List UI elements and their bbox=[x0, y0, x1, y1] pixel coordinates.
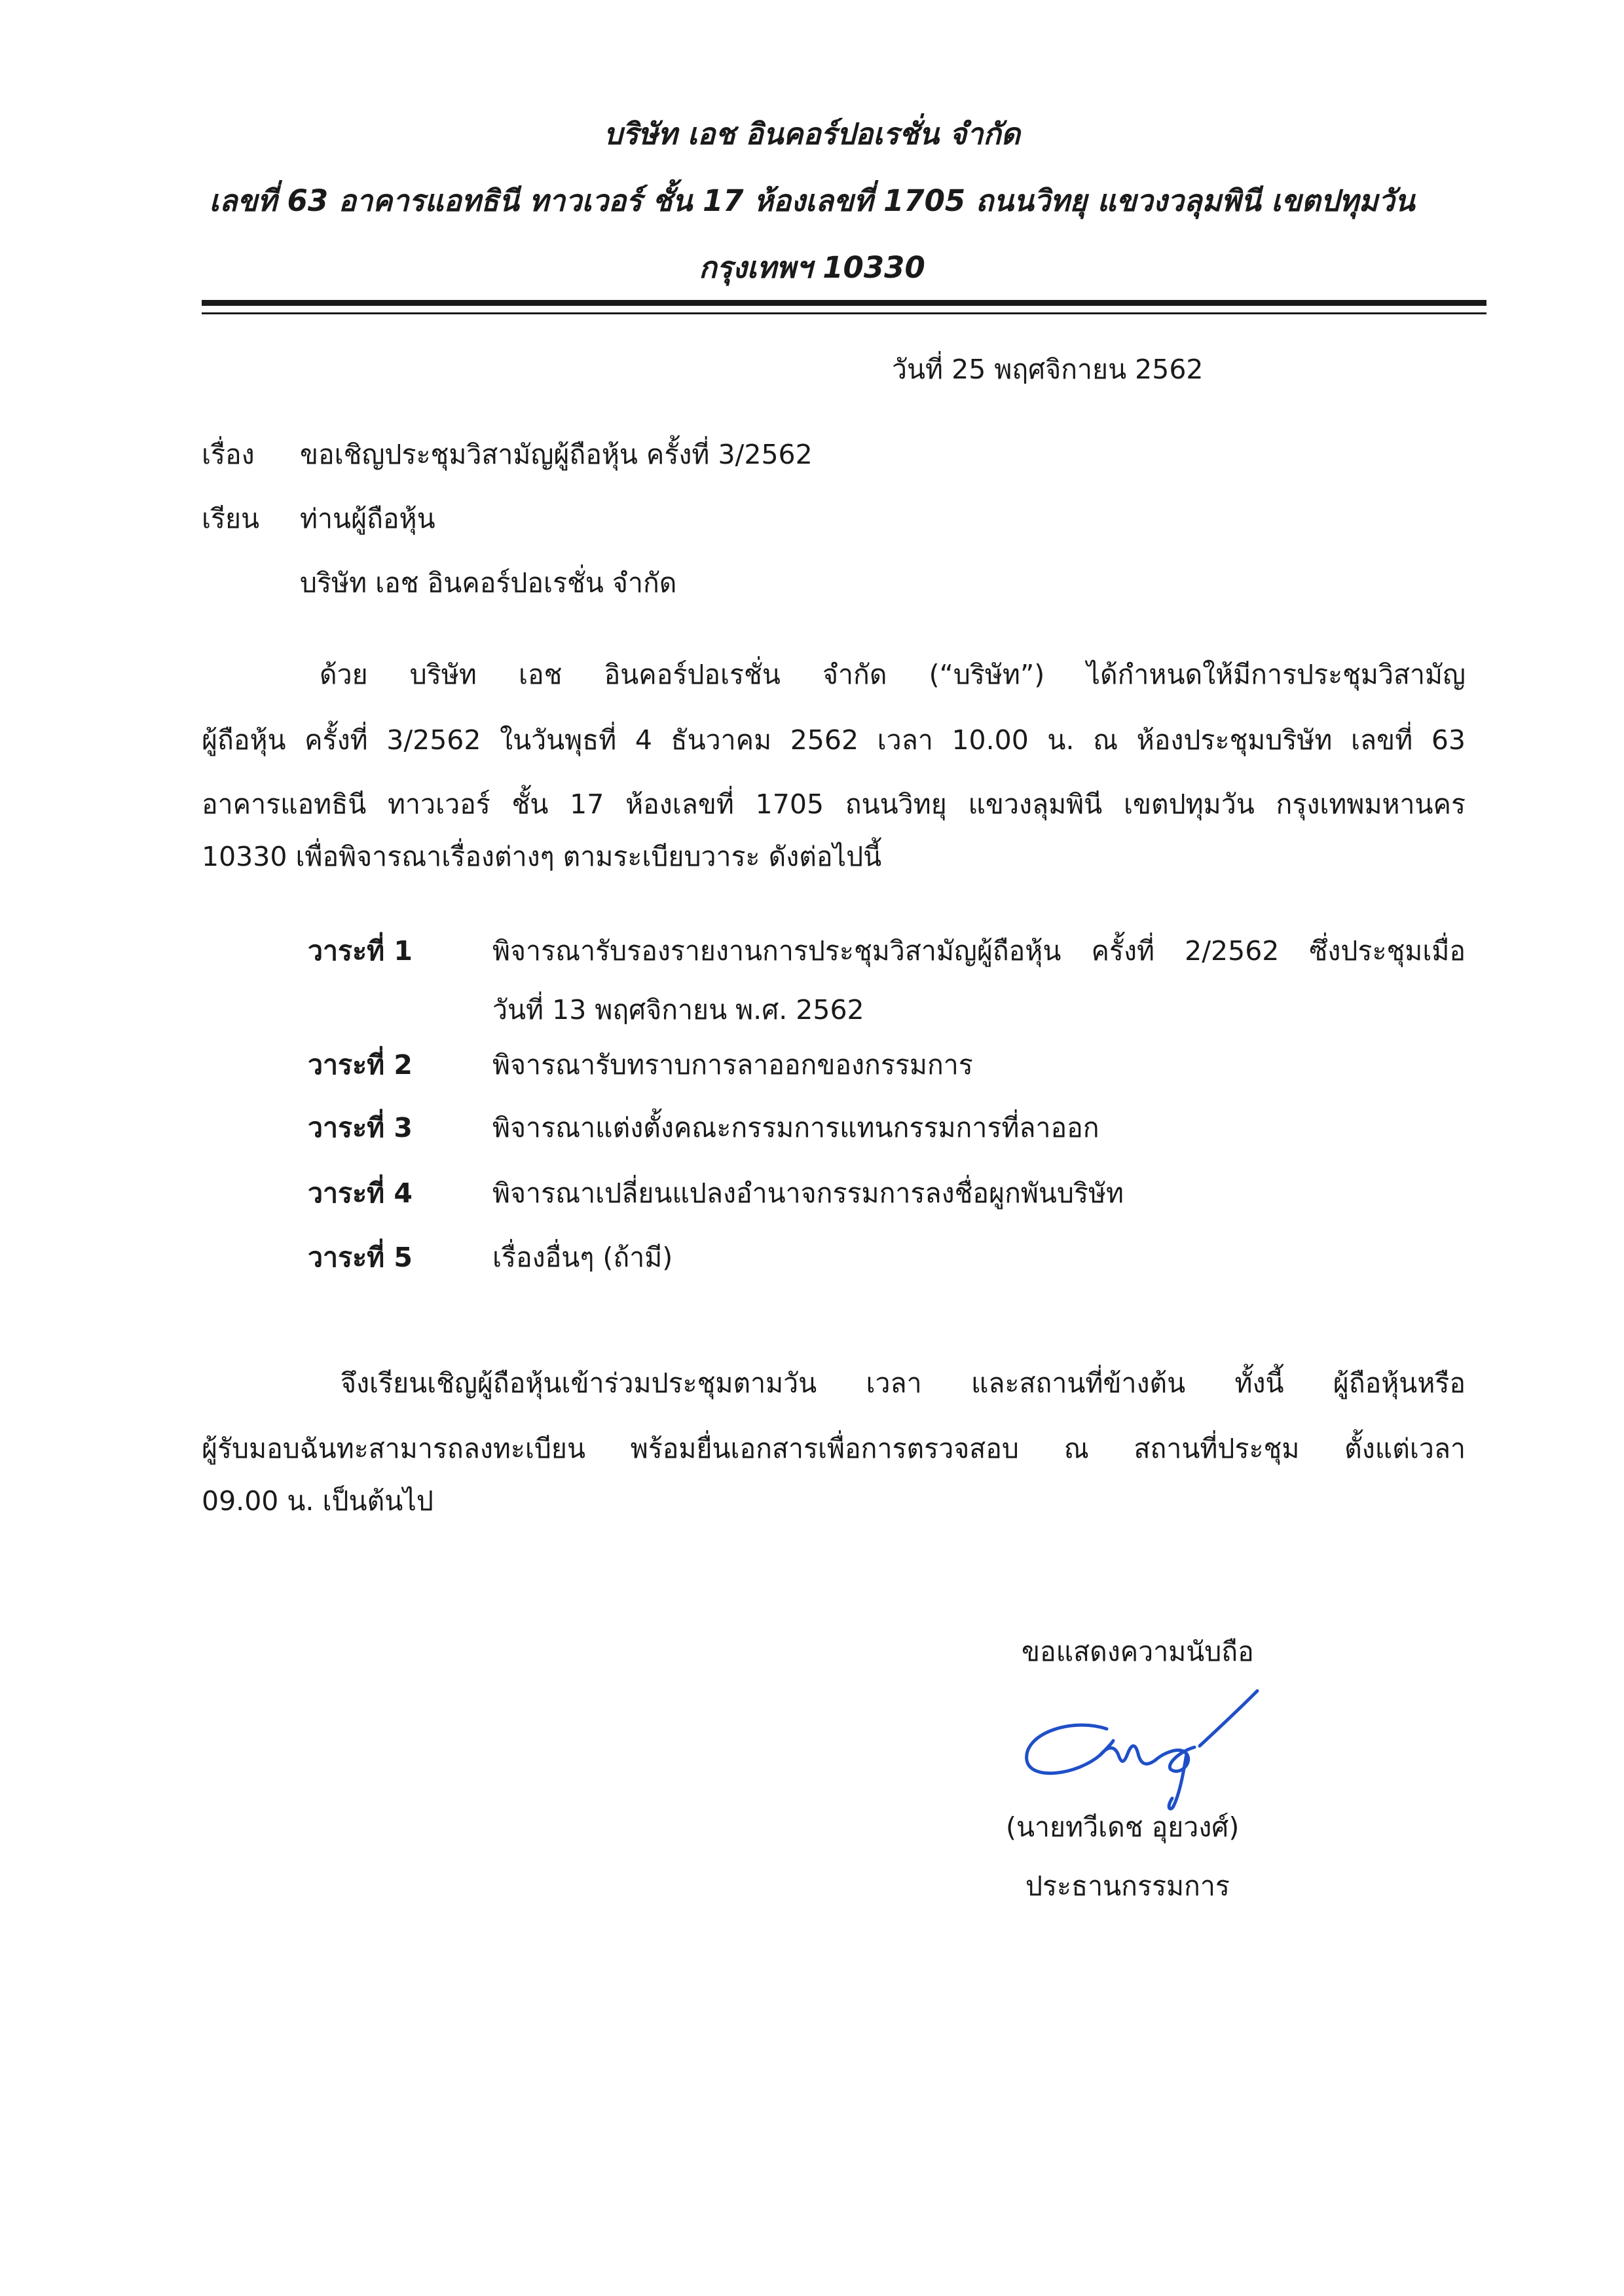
agenda-item-4-label: วาระที่ 4 bbox=[308, 1177, 413, 1209]
letterhead-company: บริษัท เอช อินคอร์ปอเรชั่น จำกัด bbox=[604, 117, 1020, 151]
agenda-item-4-text: พิจารณาเปลี่ยนแปลงอำนาจกรรมการลงชื่อผูกพันบริษัท bbox=[492, 1177, 1124, 1209]
agenda-item-3-label: วาระที่ 3 bbox=[308, 1112, 413, 1143]
agenda-item-1-label: วาระที่ 1 bbox=[308, 935, 413, 967]
paragraph1-line2: ผู้ถือหุ้น ครั้งที่ 3/2562 ในวันพุธที่ 4 ธันวาคม 2562 เวลา 10.00 น. ณ ห้องประชุมบริษัท เลขที่ 63 bbox=[202, 724, 1466, 756]
subject-label: เรื่อง bbox=[202, 439, 255, 470]
paragraph1-line3: อาคารแอทธินี ทาวเวอร์ ชั้น 17 ห้องเลขที่ 1705 ถนนวิทยุ แขวงลุมพินี เขตปทุมวัน กรุงเทพมหานคร bbox=[202, 788, 1466, 820]
letter-date: วันที่ 25 พฤศจิกายน 2562 bbox=[892, 354, 1204, 385]
letterhead-address-line2: กรุงเทพฯ 10330 bbox=[699, 250, 925, 285]
letterhead-address-line1: เลขที่ 63 อาคารแอทธินี ทาวเวอร์ ชั้น 17 ห้องเลขที่ 1705 ถนนวิทยุ แขวงวลุมพินี เขตปทุมวัน bbox=[209, 183, 1415, 218]
addressee-label: เรียน bbox=[202, 503, 260, 534]
signer-title: ประธานกรรมการ bbox=[1025, 1870, 1230, 1902]
paragraph1-line4: 10330 เพื่อพิจารณาเรื่องต่างๆ ตามระเบียบวาระ ดังต่อไปนี้ bbox=[202, 841, 882, 872]
agenda-item-5-label: วาระที่ 5 bbox=[308, 1242, 413, 1273]
closing-salutation: ขอแสดงความนับถือ bbox=[1022, 1636, 1254, 1667]
agenda-item-5-text: เรื่องอื่นๆ (ถ้ามี) bbox=[492, 1242, 673, 1273]
paragraph2-line3: 09.00 น. เป็นต้นไป bbox=[202, 1485, 434, 1517]
paragraph2-line1: จึงเรียนเชิญผู้ถือหุ้นเข้าร่วมประชุมตามวัน เวลา และสถานที่ข้างต้น ทั้งนี้ ผู้ถือหุ้นหรือ bbox=[341, 1367, 1466, 1399]
agenda-item-2-label: วาระที่ 2 bbox=[308, 1049, 413, 1081]
handwritten-signature bbox=[1008, 1683, 1283, 1814]
agenda-item-1-text-continued: วันที่ 13 พฤศจิกายน พ.ศ. 2562 bbox=[492, 994, 864, 1026]
subject-text: ขอเชิญประชุมวิสามัญผู้ถือหุ้น ครั้งที่ 3/2562 bbox=[300, 439, 813, 470]
addressee-line2: บริษัท เอช อินคอร์ปอเรชั่น จำกัด bbox=[300, 567, 677, 599]
paragraph2-line2: ผู้รับมอบฉันทะสามารถลงทะเบียน พร้อมยื่นเอกสารเพื่อการตรวจสอบ ณ สถานที่ประชุม ตั้งแต่เวลา bbox=[202, 1433, 1466, 1464]
letterhead-divider-thick bbox=[202, 300, 1486, 306]
signer-name: (นายทวีเดช อุยวงศ์) bbox=[1006, 1811, 1240, 1843]
agenda-item-3-text: พิจารณาแต่งตั้งคณะกรรมการแทนกรรมการที่ลาออก bbox=[492, 1112, 1099, 1143]
agenda-item-1-text: พิจารณารับรองรายงานการประชุมวิสามัญผู้ถือหุ้น ครั้งที่ 2/2562 ซึ่งประชุมเมื่อ bbox=[492, 935, 1466, 967]
agenda-item-2-text: พิจารณารับทราบการลาออกของกรรมการ bbox=[492, 1049, 973, 1081]
letterhead-divider-thin bbox=[202, 312, 1486, 314]
paragraph1-line1: ด้วย บริษัท เอช อินคอร์ปอเรชั่น จำกัด (“บริษัท”) ได้กำหนดให้มีการประชุมวิสามัญ bbox=[320, 659, 1466, 690]
addressee-line1: ท่านผู้ถือหุ้น bbox=[300, 503, 435, 534]
